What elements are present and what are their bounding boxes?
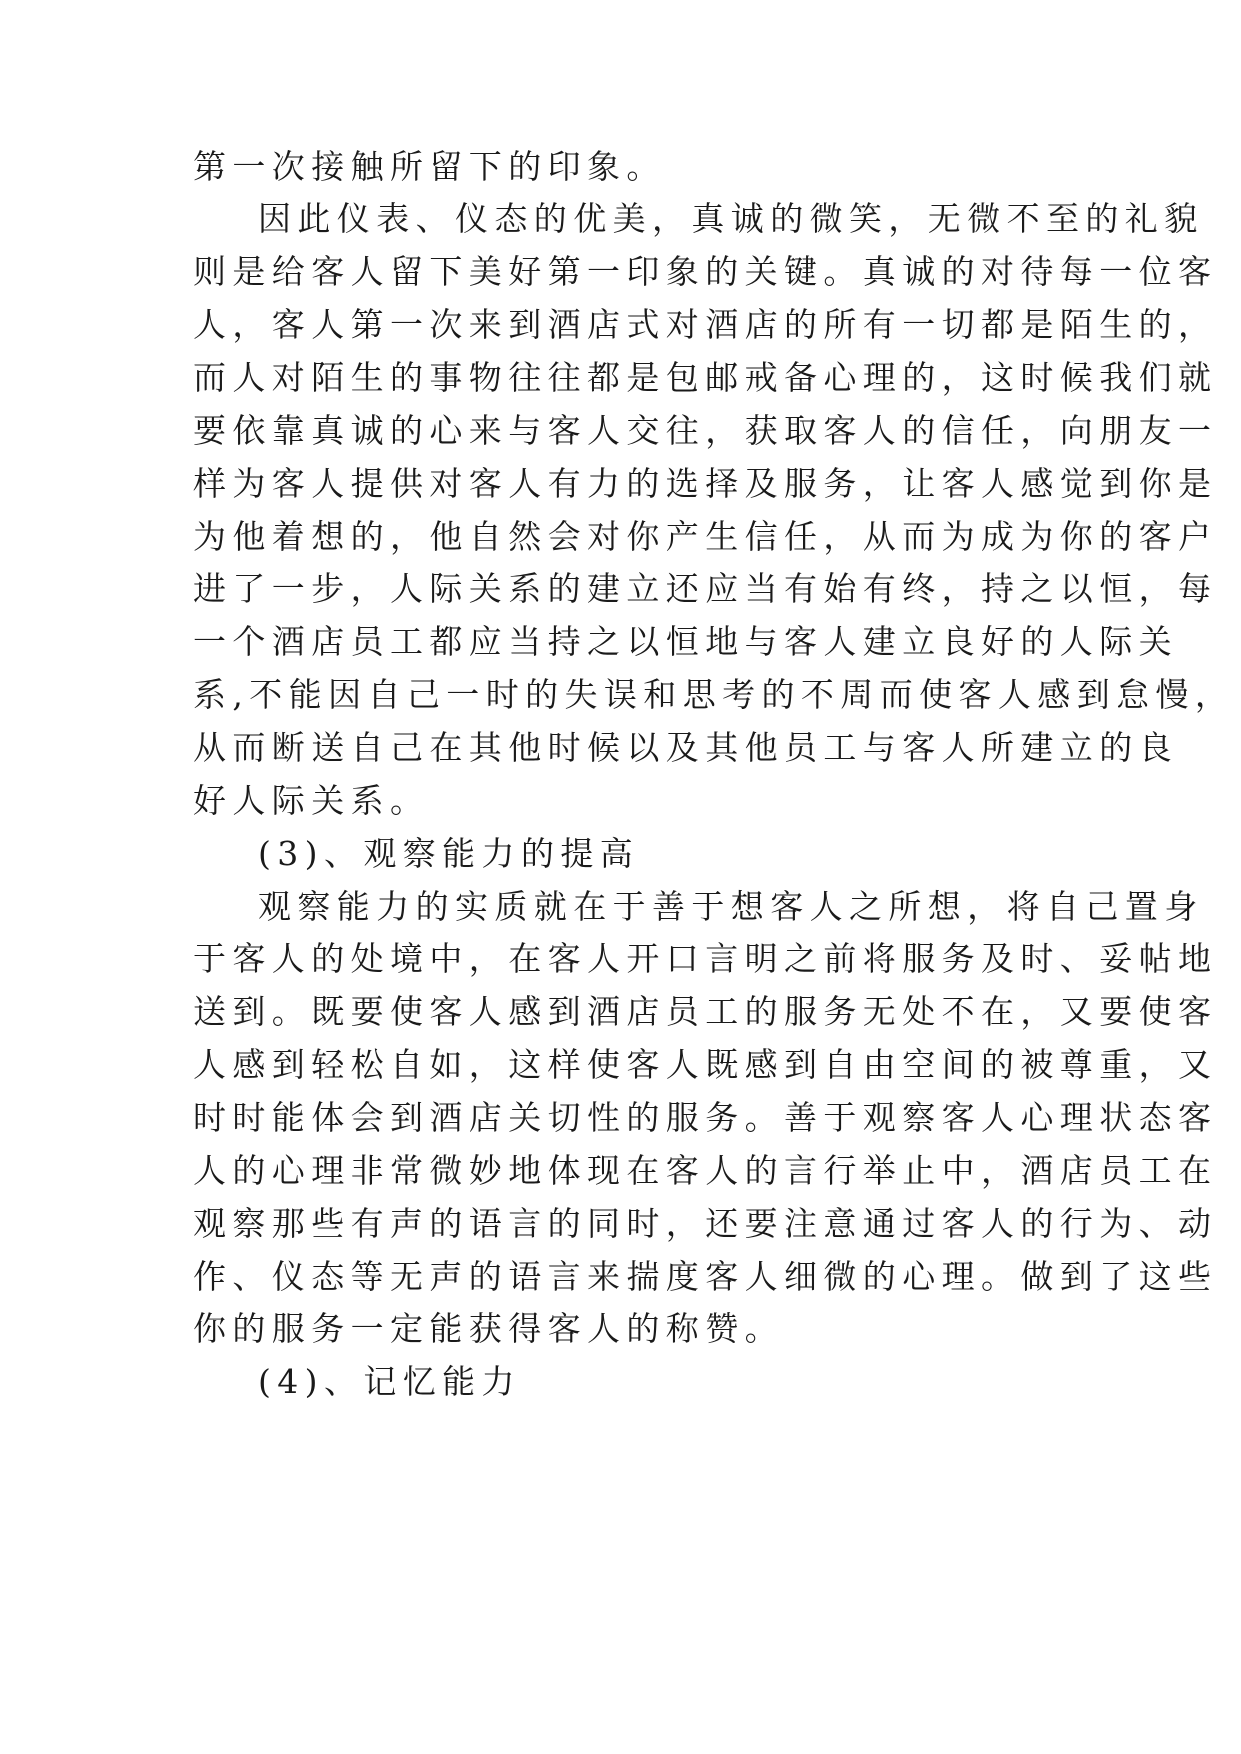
text-line: 第一次接触所留下的印象。	[193, 147, 666, 186]
text-line: 你的服务一定能获得客人的称赞。	[193, 1309, 784, 1348]
text-line: 而人对陌生的事物往往都是包邮戒备心理的，这时候我们就	[193, 358, 1218, 397]
text-line: 人的心理非常微妙地体现在客人的言行举止中，酒店员工在	[193, 1151, 1218, 1190]
text-line: 进了一步，人际关系的建立还应当有始有终，持之以恒，每	[193, 569, 1218, 608]
text-line: 送到。既要使客人感到酒店员工的服务无处不在，又要使客	[193, 992, 1218, 1031]
text-line: 一个酒店员工都应当持之以恒地与客人建立良好的人际关	[193, 622, 1178, 661]
text-line: 人，客人第一次来到酒店式对酒店的所有一切都是陌生的，	[193, 305, 1218, 344]
text-line: 系,不能因自己一时的失误和思考的不周而使客人感到怠慢，	[193, 675, 1235, 714]
text-line: 时时能体会到酒店关切性的服务。善于观察客人心理状态客	[193, 1098, 1218, 1137]
text-line: 好人际关系。	[193, 781, 430, 820]
text-line: 样为客人提供对客人有力的选择及服务，让客人感觉到你是	[193, 464, 1218, 503]
text-line: 要依靠真诚的心来与客人交往，获取客人的信任，向朋友一	[193, 411, 1218, 450]
text-line: 于客人的处境中，在客人开口言明之前将服务及时、妥帖地	[193, 939, 1218, 978]
section-heading: (3)、观察能力的提高	[258, 834, 640, 873]
text-line: 观察能力的实质就在于善于想客人之所想，将自己置身	[258, 887, 1204, 926]
text-line: 从而断送自己在其他时候以及其他员工与客人所建立的良	[193, 728, 1178, 767]
text-line: 作、仪态等无声的语言来揣度客人细微的心理。做到了这些	[193, 1257, 1218, 1296]
text-line: 因此仪表、仪态的优美，真诚的微笑，无微不至的礼貌	[258, 199, 1204, 238]
text-line: 则是给客人留下美好第一印象的关键。真诚的对待每一位客	[193, 252, 1218, 291]
section-heading: (4)、记忆能力	[258, 1362, 521, 1401]
text-line: 为他着想的，他自然会对你产生信任，从而为成为你的客户	[193, 517, 1218, 556]
text-line: 观察那些有声的语言的同时，还要注意通过客人的行为、动	[193, 1204, 1218, 1243]
text-line: 人感到轻松自如，这样使客人既感到自由空间的被尊重，又	[193, 1045, 1218, 1084]
